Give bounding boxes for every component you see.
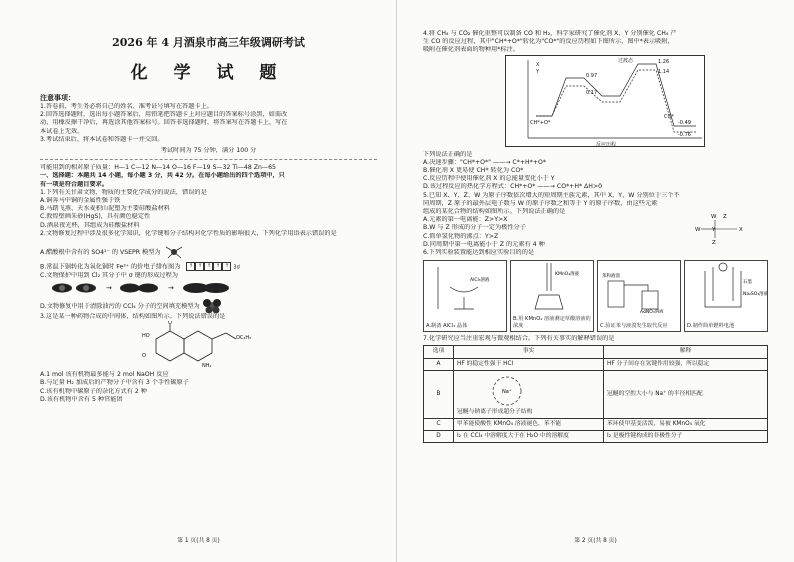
- table-cell: I₂ 在 CCl₄ 中溶解度大于在 H₂O 中的溶解度: [454, 431, 604, 443]
- q5-option-d: D.同周期中第一电离能小于 Z 的元素有 4 种: [423, 240, 545, 248]
- q3-option-d: D.该有机物中含有 5 种官能团: [40, 395, 123, 403]
- q1-option-a: A.铜奔马中铜的金属性强于铁: [40, 197, 121, 205]
- orbital-boxes: ↑ ↑ ↑ ↑ ↑: [186, 262, 231, 271]
- q2-option-c: C.文物保护中用到 Cl₂ 其分子中 σ 键的形成过程为: [40, 271, 178, 279]
- section-heading-cont: 有一项是符合题目要求。: [40, 180, 109, 188]
- q5-stem-cont: 同周期，Z 原子的最外层电子数与 W 的原子序数之和等于 Y 的原子序数，由这些元素: [423, 199, 658, 207]
- note-line: 3.考试结束后，将本试卷和答题卡一并交回。: [40, 135, 164, 143]
- atom-label: OC₂H₅: [236, 335, 252, 342]
- q5-stem: 5.已知 X、Y、Z、W 为原子序数依次增大的短周期主族元素，其中 X、Y、W 分别位于三个不: [423, 191, 680, 199]
- q5-structure: [693, 212, 753, 246]
- q6-apparatus-row: [423, 260, 768, 332]
- note-line: 本试卷上无效。: [40, 127, 84, 135]
- q5-option-a: A.元素的第一电离能：Z>Y>X: [423, 216, 508, 224]
- divider: [40, 159, 377, 160]
- table-row: [424, 370, 768, 418]
- notes-heading: 注意事项：: [40, 94, 75, 102]
- q2-option-b-text: B.常温下铜转化为氧化铜时 Fe³⁺ 的价电子排布图为: [40, 263, 181, 271]
- apparatus-caption: D.制作简单燃料电池: [687, 322, 735, 329]
- table-cell: HF 分子间存在氢键作用较强，所以稳定: [604, 358, 768, 370]
- orbital-label: 3d: [233, 264, 240, 271]
- q2-option-a-text: A.醋酸根中含有的 SO4²⁻ 的 VSEPR 模型为: [40, 249, 161, 257]
- legend-x: X: [536, 61, 540, 68]
- svg-text:→: →: [106, 283, 112, 292]
- evaporation-setup-icon: [424, 261, 506, 313]
- space-filling-model-icon: [202, 299, 222, 313]
- q2-option-a: [40, 244, 377, 260]
- exam-title: 2026 年 4 月酒泉市高三年级调研考试: [112, 36, 305, 49]
- apparatus-c: [597, 260, 681, 332]
- state-label: CH*+O*: [530, 119, 551, 126]
- q2-stem: 2.文物修复过程中涉及很多化学知识，化学键和分子结构对化学性质的影响很大，下列化学用语表示错误的是: [40, 229, 337, 237]
- legend-y: Y: [536, 68, 540, 75]
- energy-label: -0.49: [678, 119, 691, 126]
- q5-stem-cont: 组成的某化合物的结构如图所示。下列说法正确的是: [423, 208, 566, 216]
- reagent-label: 石墨: [743, 280, 752, 286]
- atom-label: X: [739, 227, 743, 234]
- q4-option-c: C.反应历程中使用催化剂 X 的总能量变化小于 Y: [423, 175, 555, 183]
- atom-label: HO: [142, 333, 150, 340]
- reagent-label: KMnO₄溶液: [555, 272, 580, 278]
- apparatus-a: [423, 260, 507, 332]
- energy-label: -0.76: [678, 131, 691, 138]
- atom-label: Z: [723, 214, 727, 221]
- q3-option-c: C.该有机物中碳原子的杂化方式有 2 种: [40, 387, 147, 395]
- q3-stem: 3.这是某一种药物合成的中间体，结构如图所示。下列说法错误的是: [40, 312, 226, 320]
- table-cell: 苯环使甲基变活泼，易被 KMnO₄ 氧化: [604, 419, 768, 431]
- note-line: 1.答卷前，考生务必将自己的姓名、准考证号填写在答题卡上。: [40, 103, 213, 110]
- sigma-bond-diagram: [48, 281, 278, 295]
- q7-stem: 7.化学研究应当注重宏观与微观相结合。下列有关事实的解释错误的是: [423, 335, 615, 343]
- q7-table: [423, 345, 768, 443]
- q4-option-b: B.催化剂 X 更易使 CH* 转化为 CO*: [423, 167, 524, 175]
- note-line: 动，用橡皮擦干净后，再选涂其他答案标号。回答非选择题时，将答案写在答题卡上，写在: [40, 119, 288, 127]
- q3-option-b: B.与足量 H₂ 加成后的产物分子中含有 3 个手性碳原子: [40, 379, 189, 387]
- q5-option-b: B.W 与 Z 形成的分子一定为极性分子: [423, 224, 526, 232]
- q1-option-d: D.酒泉夜光杯，其组成为硅酸盐材料: [40, 221, 140, 229]
- table-cell: [454, 370, 604, 418]
- q3-option-a: A.1 mol 该有机物最多能与 2 mol NaOH 反应: [40, 371, 169, 379]
- atom-label: Y: [712, 227, 716, 234]
- q4-stem-cont: 吸附在催化剂表面的物种用*标注。: [423, 46, 519, 54]
- section-heading: 一、选择题：本题共 14 小题，每小题 3 分，共 42 分。在每小题给出的四个选项中，只: [40, 172, 285, 180]
- column-header: 选项: [424, 346, 454, 358]
- column-header: 事实: [454, 346, 604, 358]
- state-label: CO*: [664, 113, 674, 120]
- q3-molecule-structure: [140, 321, 260, 367]
- table-row: [424, 358, 768, 370]
- atom-label: W: [711, 214, 717, 221]
- apparatus-b: [510, 260, 594, 332]
- bromination-setup-icon: [598, 261, 680, 313]
- q2-option-d-text: D.文物修复中用于清除油污的 CCl₄ 分子的空间填充模型为: [40, 302, 200, 310]
- atom-label: Z: [712, 240, 716, 247]
- q1-stem: 1.下列有关甘肃文物、物质的主要化学成分的说法，错误的是: [40, 188, 207, 196]
- x-axis-label: 反应历程: [596, 141, 617, 147]
- note-line: 2.回答选择题时，选出每小题答案后，用铅笔把答题卡上对应题目的答案标号涂黑，如需改: [40, 111, 288, 119]
- page-footer: 第 2 页(共 8 页): [574, 538, 617, 544]
- table-cell: 甲苯能使酸性 KMnO₄ 溶液褪色，苯不能: [454, 419, 604, 431]
- apparatus-d: [684, 260, 768, 332]
- q4-lead: 下列说法正确的是: [423, 150, 473, 158]
- cell-text: 冠醚与钠离子形成超分子结构: [457, 408, 533, 415]
- crown-ether-structure: [477, 373, 537, 409]
- table-cell: C: [424, 419, 454, 431]
- table-cell: I₂ 是极性键构成的非极性分子: [604, 431, 768, 443]
- table-cell: D: [424, 431, 454, 443]
- q1-option-c: C.敦煌壁画朱砂(HgS)，具有颜色稳定性: [40, 213, 151, 221]
- q1-option-b: B.马踏飞燕、天水麦积山泥塑为主要硅酸盐材料: [40, 205, 170, 213]
- reagent-label: AlCl₃溶液: [470, 278, 490, 284]
- apparatus-caption: A.制备 AlCl₃ 晶体: [426, 322, 468, 329]
- atom-label: NH₂: [202, 363, 212, 368]
- energy-label: 0.17: [586, 89, 598, 96]
- reagent-label: Na₂SO₄溶液: [743, 292, 767, 298]
- q4-energy-diagram: [505, 55, 705, 147]
- q4-stem-cont: 生 CO 的反应过程，其中"CH*+O*"转化为"CO*"的反应历程如下图所示，图中*表示吸附，: [423, 38, 674, 46]
- q2-option-d: [40, 299, 377, 313]
- table-row: [424, 431, 768, 443]
- table-cell: B: [424, 370, 454, 418]
- table-cell: HF 的稳定性强于 HCl: [454, 358, 604, 370]
- page-footer: 第 1 页(共 8 页): [177, 538, 220, 544]
- svg-text:→: →: [168, 283, 174, 292]
- titration-setup-icon: [511, 261, 593, 313]
- time-score: 考试时间为 75 分钟，满分 100 分: [160, 147, 257, 155]
- q6-stem: 6.下列实验装置能达到相应实验目的的是: [423, 249, 535, 257]
- table-row: [424, 419, 768, 431]
- q5-option-c: C.简单氢化物的沸点：Y>Z: [423, 232, 499, 240]
- reagent-label: 苯和液溴: [602, 274, 620, 280]
- apparatus-caption: B.用 KMnO₄ 溶液测定草酸溶液的浓度: [513, 316, 591, 329]
- column-header: 解释: [604, 346, 768, 358]
- tetrahedral-model-icon: [163, 244, 185, 260]
- table-header-row: [424, 346, 768, 358]
- table-cell: A: [424, 358, 454, 370]
- atomic-masses: 可能用到的相对原子质量：H—1 C—12 N—14 O—16 F—19 S—32 Ti—48 Zn—65: [40, 164, 276, 172]
- energy-label: 1.14: [658, 68, 670, 75]
- q4-option-d: D.该过程反应的热化学方程式：CH*+O* ——→ CO*+H* ΔH>0: [423, 183, 603, 191]
- atom-label: W: [695, 227, 701, 234]
- q4-option-a: A.决速步骤："CH*+O*" ——→ C*+H*+O*: [423, 158, 546, 166]
- subject-title: 化 学 试 题: [130, 63, 287, 83]
- q4-stem: 4.将 CH₄ 与 CO₂ 催化重整可以制备 CO 和 H₂，科学家研究了催化剂 X、Y 分别催化 CH₄ 产: [423, 30, 677, 37]
- apparatus-caption: C.验证苯与液溴发生取代反应: [600, 322, 668, 329]
- fuel-cell-setup-icon: [685, 261, 767, 313]
- energy-label: 0.97: [586, 72, 598, 79]
- page-2: [397, 0, 794, 562]
- ion-label: Na⁺: [502, 388, 512, 395]
- table-cell: 冠醚的空腔大小与 Na⁺ 的半径相匹配: [604, 370, 768, 418]
- atom-label: O: [142, 353, 146, 360]
- q2-option-b: [40, 262, 377, 272]
- atom-label: O: [168, 321, 172, 327]
- energy-label: 1.26: [658, 58, 670, 65]
- reagent-label: AgNO₃溶液: [640, 310, 664, 314]
- state-label: 过渡态: [618, 57, 634, 64]
